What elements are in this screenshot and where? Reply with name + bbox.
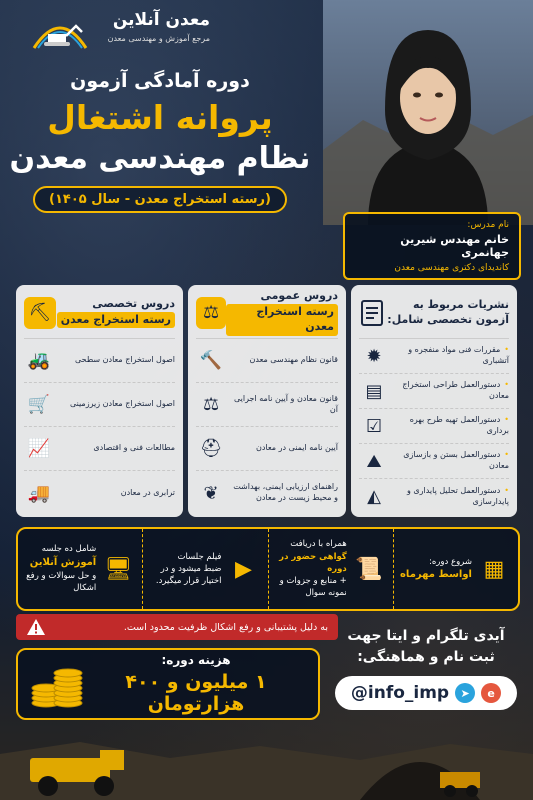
list-item <box>24 471 175 515</box>
column-title-text: نشریات مربوط به آزمون تخصصی شامل: <box>387 297 509 326</box>
price-value: ۱ میلیون و ۴۰۰ هزارتومان <box>125 671 267 715</box>
teacher-name: خانم مهندس شیرین جهانمری <box>400 233 509 259</box>
gavel-icon: 🔨 <box>199 350 223 371</box>
excavator-icon: 🚜 <box>27 350 51 371</box>
feature-highlight: گواهی حضور در دوره <box>279 551 347 574</box>
online-class-icon: 🖥 <box>104 556 133 582</box>
list-item <box>359 339 509 374</box>
feature-post: + منابع و جزوات و نمونه سوال <box>279 576 347 599</box>
list-item-text: مطالعات فنی و اقتصادی <box>93 443 175 453</box>
contact-section <box>335 626 517 710</box>
feature-post: و حل سوالات و رفع اشکال <box>26 571 97 594</box>
feature-pre: همراه با دریافت <box>290 539 347 550</box>
price-card <box>16 648 320 720</box>
blueprint-icon: ▤ <box>365 380 383 402</box>
feature-recordings <box>142 529 267 609</box>
checklist-icon: ☑ <box>365 415 383 437</box>
list-item <box>24 339 175 383</box>
contact-line-1: آیدی تلگرام و ایتا جهت <box>347 628 505 644</box>
column-title-text: دروس تخصصی <box>92 296 175 310</box>
list-item-text: • دستورالعمل بستن و بازسازی معادن <box>389 450 509 472</box>
brand-logo <box>30 8 210 52</box>
feature-pre: شروع دوره: <box>428 556 472 567</box>
list-item-text: ترابری در معادن <box>120 487 175 497</box>
capacity-warning <box>16 614 338 640</box>
warning-text: به دلیل پشتیبانی و رفع اشکال ظرفیت محدود است. <box>123 621 328 633</box>
hard-hat-icon: ⛑ <box>199 438 223 459</box>
logo-subtitle: مرجع آموزش و مهندسی معدن <box>107 34 210 43</box>
headline <box>0 70 320 213</box>
column-specialized <box>16 285 183 517</box>
telegram-icon: ➤ <box>455 683 475 703</box>
feature-highlight: اواسط مهرماه <box>400 568 472 580</box>
calendar-icon: ▦ <box>483 556 505 582</box>
feature-start-date <box>393 529 518 609</box>
certificate-icon: 📜 <box>355 556 383 582</box>
mine-cart-icon: ⛏ <box>24 297 56 329</box>
list-item-text: • دستورالعمل تهیه طرح بهره برداری <box>389 415 509 437</box>
list-item-text: • مقررات فنی مواد منفجره و آتشباری <box>389 345 509 367</box>
list-item <box>359 444 509 479</box>
list-item <box>24 383 175 427</box>
list-item <box>24 427 175 471</box>
mining-scene-illustration <box>0 724 533 800</box>
list-item-text: • دستورالعمل تحلیل پایداری و پایدارسازی <box>389 486 509 508</box>
column-title-text: دروس عمومی <box>260 289 338 303</box>
column-subtitle: رسته استخراج معدن <box>57 312 175 329</box>
list-item <box>196 383 338 427</box>
explosion-icon: ✹ <box>366 345 382 367</box>
feature-sessions <box>18 529 142 609</box>
eitaa-icon: e <box>481 683 501 703</box>
list-item <box>196 339 338 383</box>
column-header <box>24 291 175 339</box>
column-header <box>359 291 509 339</box>
headline-license: پروانه اشتغال <box>47 98 273 137</box>
column-publications <box>351 285 517 517</box>
video-icon: ▶ <box>235 556 252 582</box>
list-item <box>359 409 509 444</box>
growth-chart-icon: 📈 <box>27 438 51 459</box>
reclaim-icon: ⛰ <box>366 450 382 472</box>
list-item-text: قانون معادن و آیین نامه اجرایی آن <box>234 393 338 414</box>
column-general <box>188 285 346 517</box>
list-item-text: • دستورالعمل طراحی استخراج معادن <box>389 380 509 402</box>
list-item <box>359 479 509 514</box>
excavator-logo-icon <box>30 8 90 52</box>
feature-text <box>400 556 472 583</box>
headline-course: دوره آمادگی آزمون <box>70 70 250 92</box>
contact-line-2: ثبت نام و هماهنگی: <box>357 649 495 665</box>
feature-text <box>275 538 347 600</box>
mine-cart-icon: 🛒 <box>27 394 51 415</box>
list-item-text: آیین نامه ایمنی در معادن <box>256 443 338 453</box>
logo-title: معدن آنلاین <box>112 10 210 30</box>
price-label: هزینه دوره: <box>161 653 231 667</box>
teacher-label: نام مدرس: <box>467 220 509 230</box>
list-item <box>196 471 338 515</box>
contact-handle[interactable]: @info_imp <box>350 683 450 703</box>
feature-pre: فیلم جلسات <box>177 551 222 562</box>
list-item-text: راهنمای ارزیابی ایمنی، بهداشت و محیط زیست در معادن <box>233 482 338 502</box>
feature-highlight: آموزش آنلاین <box>29 556 97 568</box>
coins-icon <box>28 659 84 709</box>
column-title <box>226 289 338 336</box>
slope-icon: ◭ <box>367 486 381 507</box>
contact-handle-box[interactable] <box>335 676 517 710</box>
feature-certificate <box>268 529 393 609</box>
teacher-card <box>343 212 521 280</box>
column-title <box>385 298 509 328</box>
column-subtitle: رسته استخراج معدن <box>226 304 338 336</box>
list-item <box>196 427 338 471</box>
dump-truck-icon: 🚚 <box>27 482 51 504</box>
warning-icon <box>26 618 46 636</box>
headline-org: نظام مهندسی معدن <box>9 141 311 176</box>
features-strip <box>16 527 520 611</box>
price-text <box>84 653 308 715</box>
list-item-text: اصول استخراج معادن زیرزمینی <box>69 399 175 409</box>
document-icon <box>359 297 385 329</box>
scales-icon: ⚖ <box>202 394 220 415</box>
list-item <box>359 374 509 409</box>
headline-pill: (رسته استخراج معدن - سال ۱۴۰۵) <box>33 186 287 213</box>
list-item-text: قانون نظام مهندسی معدن <box>249 355 338 365</box>
teacher-role: کاندیدای دکتری مهندسی معدن <box>394 263 509 273</box>
column-header <box>196 291 338 339</box>
instructor-photo <box>323 0 533 225</box>
list-item-text: اصول استخراج معادن سطحی <box>74 355 175 365</box>
column-title <box>57 297 175 329</box>
feature-text <box>24 543 96 594</box>
feature-pre: شامل ده جلسه <box>41 544 97 555</box>
feature-post: ضبط میشود و در اختیار قرار میگیرد. <box>155 563 222 587</box>
plant-icon: ❦ <box>203 482 219 504</box>
feature-text <box>149 551 221 588</box>
law-book-icon: ⚖ <box>196 297 226 329</box>
